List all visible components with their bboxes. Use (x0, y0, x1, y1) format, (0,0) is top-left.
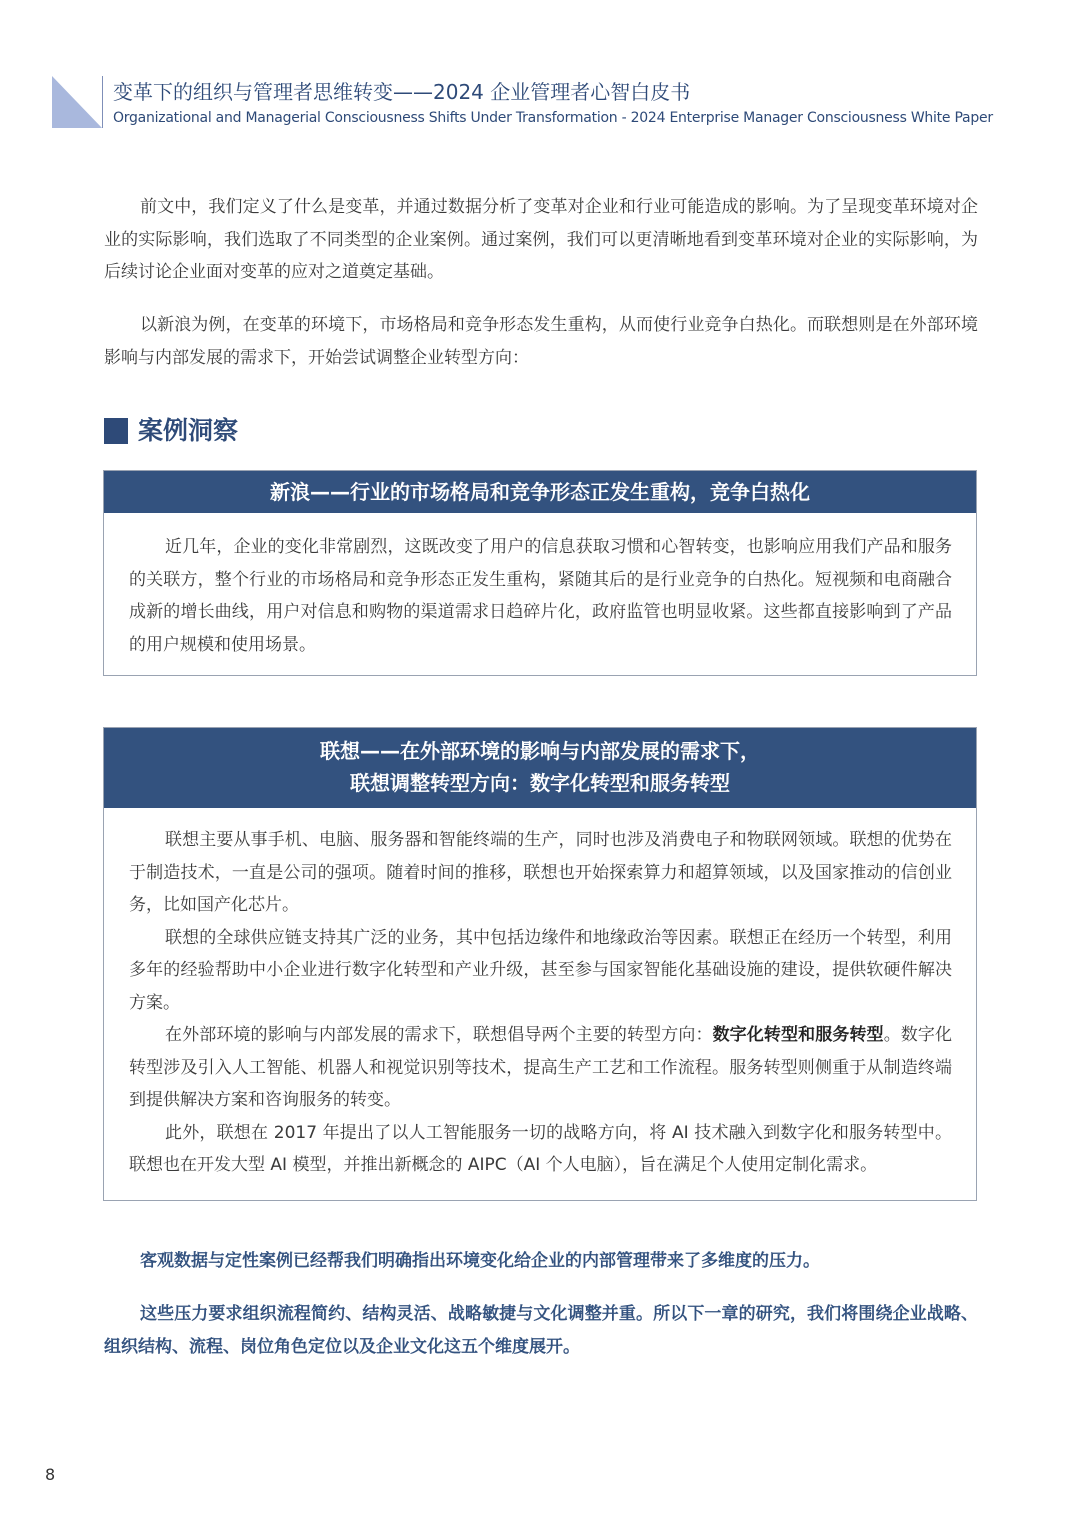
case-title-lenovo-line1: 联想——在外部环境的影响与内部发展的需求下， (320, 739, 760, 763)
header-title: 变革下的组织与管理者思维转变——2024 企业管理者心智白皮书 (113, 80, 691, 104)
case-box-lenovo (103, 727, 977, 1201)
case-box-sina (103, 470, 977, 676)
case-lenovo-p3-pre: 在外部环境的影响与内部发展的需求下，联想倡导两个主要的转型方向： (165, 1025, 713, 1045)
case-body-sina (104, 513, 976, 661)
header-triangle-decoration (52, 76, 102, 128)
case-title-sina-text: 新浪——行业的市场格局和竞争形态正发生重构，竞争白热化 (270, 480, 810, 504)
case-lenovo-paragraph-1: 联想主要从事手机、电脑、服务器和智能终端的生产，同时也涉及消费电子和物联网领域。联想的优势在于制造技术，一直是公司的强项。随着时间的推移，联想也开始探索算力和超算领域，以及国家推动的信创业务，比如国产化芯片。 (129, 830, 952, 915)
section-square-marker (104, 418, 128, 444)
conclusion-paragraph-2: 这些压力要求组织流程简约、结构灵活、战略敏捷与文化调整并重。所以下一章的研究，我们将围绕企业战略、组织结构、流程、岗位角色定位以及企业文化这五个维度展开。 (104, 1304, 978, 1357)
intro-paragraph-2: 以新浪为例，在变革的环境下，市场格局和竞争形态发生重构，从而使行业竞争白热化。而联想则是在外部环境影响与内部发展的需求下，开始尝试调整企业转型方向： (104, 315, 978, 368)
case-body-lenovo (104, 808, 976, 1182)
header-subtitle: Organizational and Managerial Consciousness Shifts Under Transformation - 2024 Enterprise Manager Consciousness White Paper (113, 110, 993, 126)
case-lenovo-paragraph-3 (129, 1019, 952, 1117)
case-lenovo-paragraph-4: 此外，联想在 2017 年提出了以人工智能服务一切的战略方向，将 AI 技术融入到数字化和服务转型中。联想也在开发大型 AI 模型，并推出新概念的 AIPC（AI 个人电脑），旨在满足个人使用定制化需求。 (129, 1122, 952, 1175)
case-lenovo-paragraph-2: 联想的全球供应链支持其广泛的业务，其中包括边缘件和地缘政治等因素。联想正在经历一个转型，利用多年的经验帮助中小企业进行数字化转型和产业升级，甚至参与国家智能化基础设施的建设，提供软硬件解决方案。 (129, 927, 952, 1013)
case-title-lenovo-line2: 联想调整转型方向：数字化转型和服务转型 (350, 771, 730, 795)
case-sina-paragraph: 近几年，企业的变化非常剧烈，这既改变了用户的信息获取习惯和心智转变，也影响应用我们产品和服务的关联方，整个行业的市场格局和竞争形态正发生重构，紧随其后的是行业竞争的白热化。短视频和电商融合成新的增长曲线，用户对信息和购物的渠道需求日趋碎片化，政府监管也明显收紧。这些都直接影响到了产品的用户规模和使用场景。 (129, 537, 952, 655)
case-lenovo-p3-emphasis: 数字化转型和服务转型 (712, 1025, 884, 1045)
intro-paragraph-1: 前文中，我们定义了什么是变革，并通过数据分析了变革对企业和行业可能造成的影响。为了呈现变革环境对企业的实际影响，我们选取了不同类型的企业案例。通过案例，我们可以更清晰地看到变革环境对企业的实际影响，为后续讨论企业面对变革的应对之道奠定基础。 (104, 197, 978, 282)
case-title-sina (104, 471, 976, 513)
case-lenovo-p3-post: 。数字化转型涉及引入人工智能、机器人和视觉识别等技术，提高生产工艺和工作流程。服务转型则侧重于从制造终端到提供解决方案和咨询服务的转变。 (129, 1025, 953, 1110)
section-title: 案例洞察 (138, 416, 239, 445)
case-title-lenovo (104, 728, 976, 808)
header-divider (102, 76, 103, 128)
conclusion-paragraph-1: 客观数据与定性案例已经帮我们明确指出环境变化给企业的内部管理带来了多维度的压力。 (140, 1251, 820, 1271)
page-number: 8 (45, 1465, 56, 1484)
